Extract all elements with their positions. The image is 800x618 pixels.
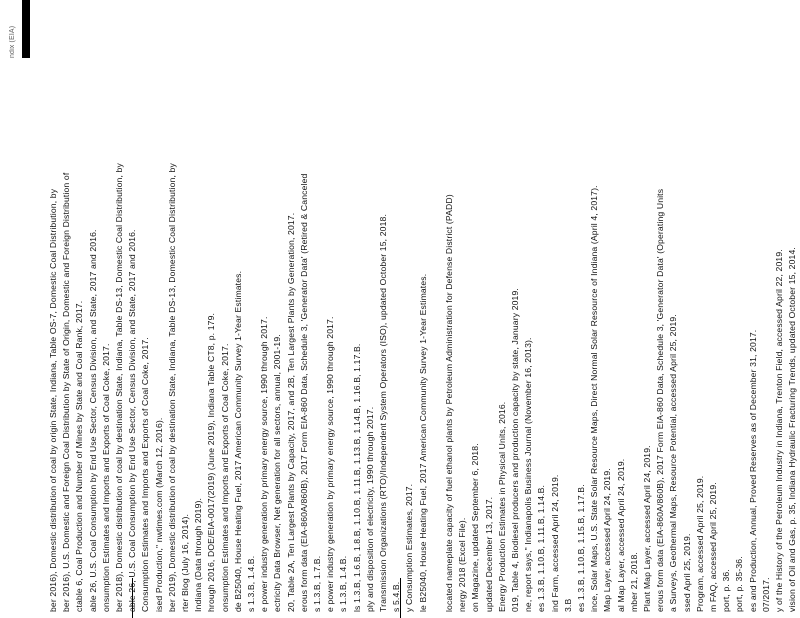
reference-line: y Consumption Estimates, 2017. — [404, 483, 415, 612]
reference-line: rter Blog (July 16, 2014). — [180, 514, 190, 612]
reference-line: erous form data (EIA-860A/860B), 2017 Form EIA-860 Data, Schedule 3, 'Generator Data' (Retired & Canceled — [298, 173, 309, 612]
reference-line: le B25040, House Heating Fuel, 2017 American Community Survey 1-Year Estimates. — [417, 273, 428, 612]
reference-line: erous form data (EIA-860A/860B), 2017 Form EIA-860 Data, Schedule 3, 'Generator Data' (Operating Units — [655, 188, 666, 612]
reference-line: 07/2017. — [760, 577, 771, 612]
reference-line: ber 2019), Domestic distribution of coal by destination State, Indiana, Table DS-13, Domestic Coal Distribution, by — [166, 163, 177, 612]
reference-line: ber 2016), U.S. Domestic and Foreign Coal Distribution by State of Origin, Domestic and Foreign Distribution of — [61, 172, 72, 612]
reference-line: Program, accessed April 25, 2019. — [694, 475, 705, 612]
reference-line: Consumption Estimates and Imports and Exports of Coal Coke, 2017. — [140, 337, 151, 612]
reference-line: es 1.3.B, 1.10.B, 1.15.B, 1.17.B. — [576, 484, 586, 612]
reference-line: onsumption Estimates and Imports and Exports of Coal Coke, 2017. — [100, 343, 111, 612]
page-header-label: ndix (EIA) — [9, 25, 16, 58]
reference-line: y of the History of the Petroleum Industry in Indiana, Trenton Field, accessed April 22, 2019. — [774, 249, 784, 612]
reference-line: m FAQ, accessed April 25, 2019. — [708, 482, 718, 612]
reference-line: hrough 2016, DOE/EIA-0017(2019) (June 2019), Indiana Table CT8, p. 179. — [206, 312, 217, 612]
reference-line: ber 2016), Domestic distribution of coal by origin State, Indiana, Table OS-7, Domestic Coal Distribution, by — [48, 188, 58, 612]
reference-line: able 26, U.S. Coal Consumption by End Use Sector, Census Division, and State, 2017 and 2016. — [127, 229, 138, 612]
reference-line: on Magazine, updated September 6, 2018. — [470, 443, 481, 612]
reference-line: 3.B — [562, 598, 573, 612]
reference-line: updated December 13, 2017. — [483, 496, 494, 612]
reference-line: s 1.3.B, 1.4.B. — [338, 555, 349, 612]
reference-line: ls 1.3.B, 1.6.B, 1.8.B, 1.10.B, 1.11.B, 1.13.B, 1.14.B, 1.16.B, 1.17.B. — [351, 343, 362, 612]
reference-line: ince, Solar Maps, U.S. State Solar Resource Maps, Direct Normal Solar Resource of Indiana (April 4, 2017). — [589, 185, 600, 612]
reference-line: 20, Table 2A, Ten Largest Plants by Capacity, 2017, and 2B, Ten Largest Plants by Generation, 2017. — [285, 212, 296, 612]
reference-line: Map Layer, accessed April 24, 2019. — [602, 468, 613, 612]
reference-line: ind Farm, accessed April 24, 2019. — [549, 474, 560, 612]
reference-line: ised Production," nwtimes.com (March 12, 2016). — [153, 417, 164, 612]
reference-line: Transmission Organizations (RTO)/Independent System Operators (ISO), updated October 15, 2018. — [378, 214, 388, 612]
reference-line: al Map Layer, accessed April 24, 2019. — [615, 458, 626, 612]
reference-line: Indiana (Data through 2019). — [193, 497, 204, 612]
reference-line: Plant Map Layer, accessed April 24, 2019. — [642, 445, 652, 612]
reference-line: ctable 6, Coal Production and Number of Mines by State and Coal Rank, 2017. — [74, 300, 85, 612]
reference-line: onsumption Estimates and Imports and Exports of Coal Coke, 2017. — [219, 343, 230, 612]
reference-line: ne, report says," Indianapolis Business Journal (November 16, 2013). — [523, 337, 534, 612]
reference-line: port, p. 35-36. — [734, 556, 745, 612]
reference-line: e power industry generation by primary energy source, 1990 through 2017. — [259, 316, 270, 612]
reference-line: s 1.3.B, 1.7.B. — [312, 555, 322, 612]
reference-line: s 1.3.B, 1.4.B. — [246, 555, 256, 612]
reference-line: e power industry generation by primary energy source, 1990 through 2017. — [325, 316, 336, 612]
reference-line: es and Production, Annual, Proved Reserves as of December 31, 2017. — [747, 329, 758, 612]
reference-line: ply and disposition of electricity, 1990 through 2017. — [364, 406, 375, 612]
reference-line: located nameplate capacity of fuel ethanol plants by Petroleum Administration for Defense District (PADD) — [444, 194, 454, 612]
reference-line: vision of Oil and Gas, p. 35, Indiana Hydraulic Fracturing Trends, updated October 15, 2014. — [787, 247, 798, 612]
reference-line: ssed April 25, 2019. — [681, 533, 692, 612]
reference-line: Energy Production Estimates in Physical Units, 2016. — [496, 401, 507, 612]
reference-line: de B25040, House Heating Fuel, 2017 American Community Survey 1-Year Estimates. — [232, 270, 243, 612]
reference-line: s 5.4.B. — [391, 581, 402, 612]
reference-line: able 26, U.S. Coal Consumption by End Use Sector, Census Division, and State, 2017 and 2016. — [87, 229, 98, 612]
reference-line: es 1.3.B, 1.10.B, 1.11.B, 1.14.B. — [536, 484, 547, 612]
reference-line: nergy 2018 (Excel File). — [457, 517, 468, 612]
reference-line: ber 2018), Domestic distribution of coal by destination State, Indiana, Table DS-13, Domestic Coal Distribution, by — [114, 163, 124, 612]
header-bar — [22, 0, 30, 58]
reference-line: a Surveys, Geothermal Maps, Resource Potential, accessed April 25, 2019. — [668, 314, 679, 612]
reference-line: ectricity Data Browser, Net generation for all sectors, annual, 2001-19. — [272, 334, 283, 612]
reference-line: mber 21, 2018. — [628, 552, 639, 612]
reference-line: port, p. 36. — [721, 569, 732, 612]
reference-line: 019, Table 4, Biodiesel producers and production capacity by state, January 2019. — [510, 288, 520, 612]
